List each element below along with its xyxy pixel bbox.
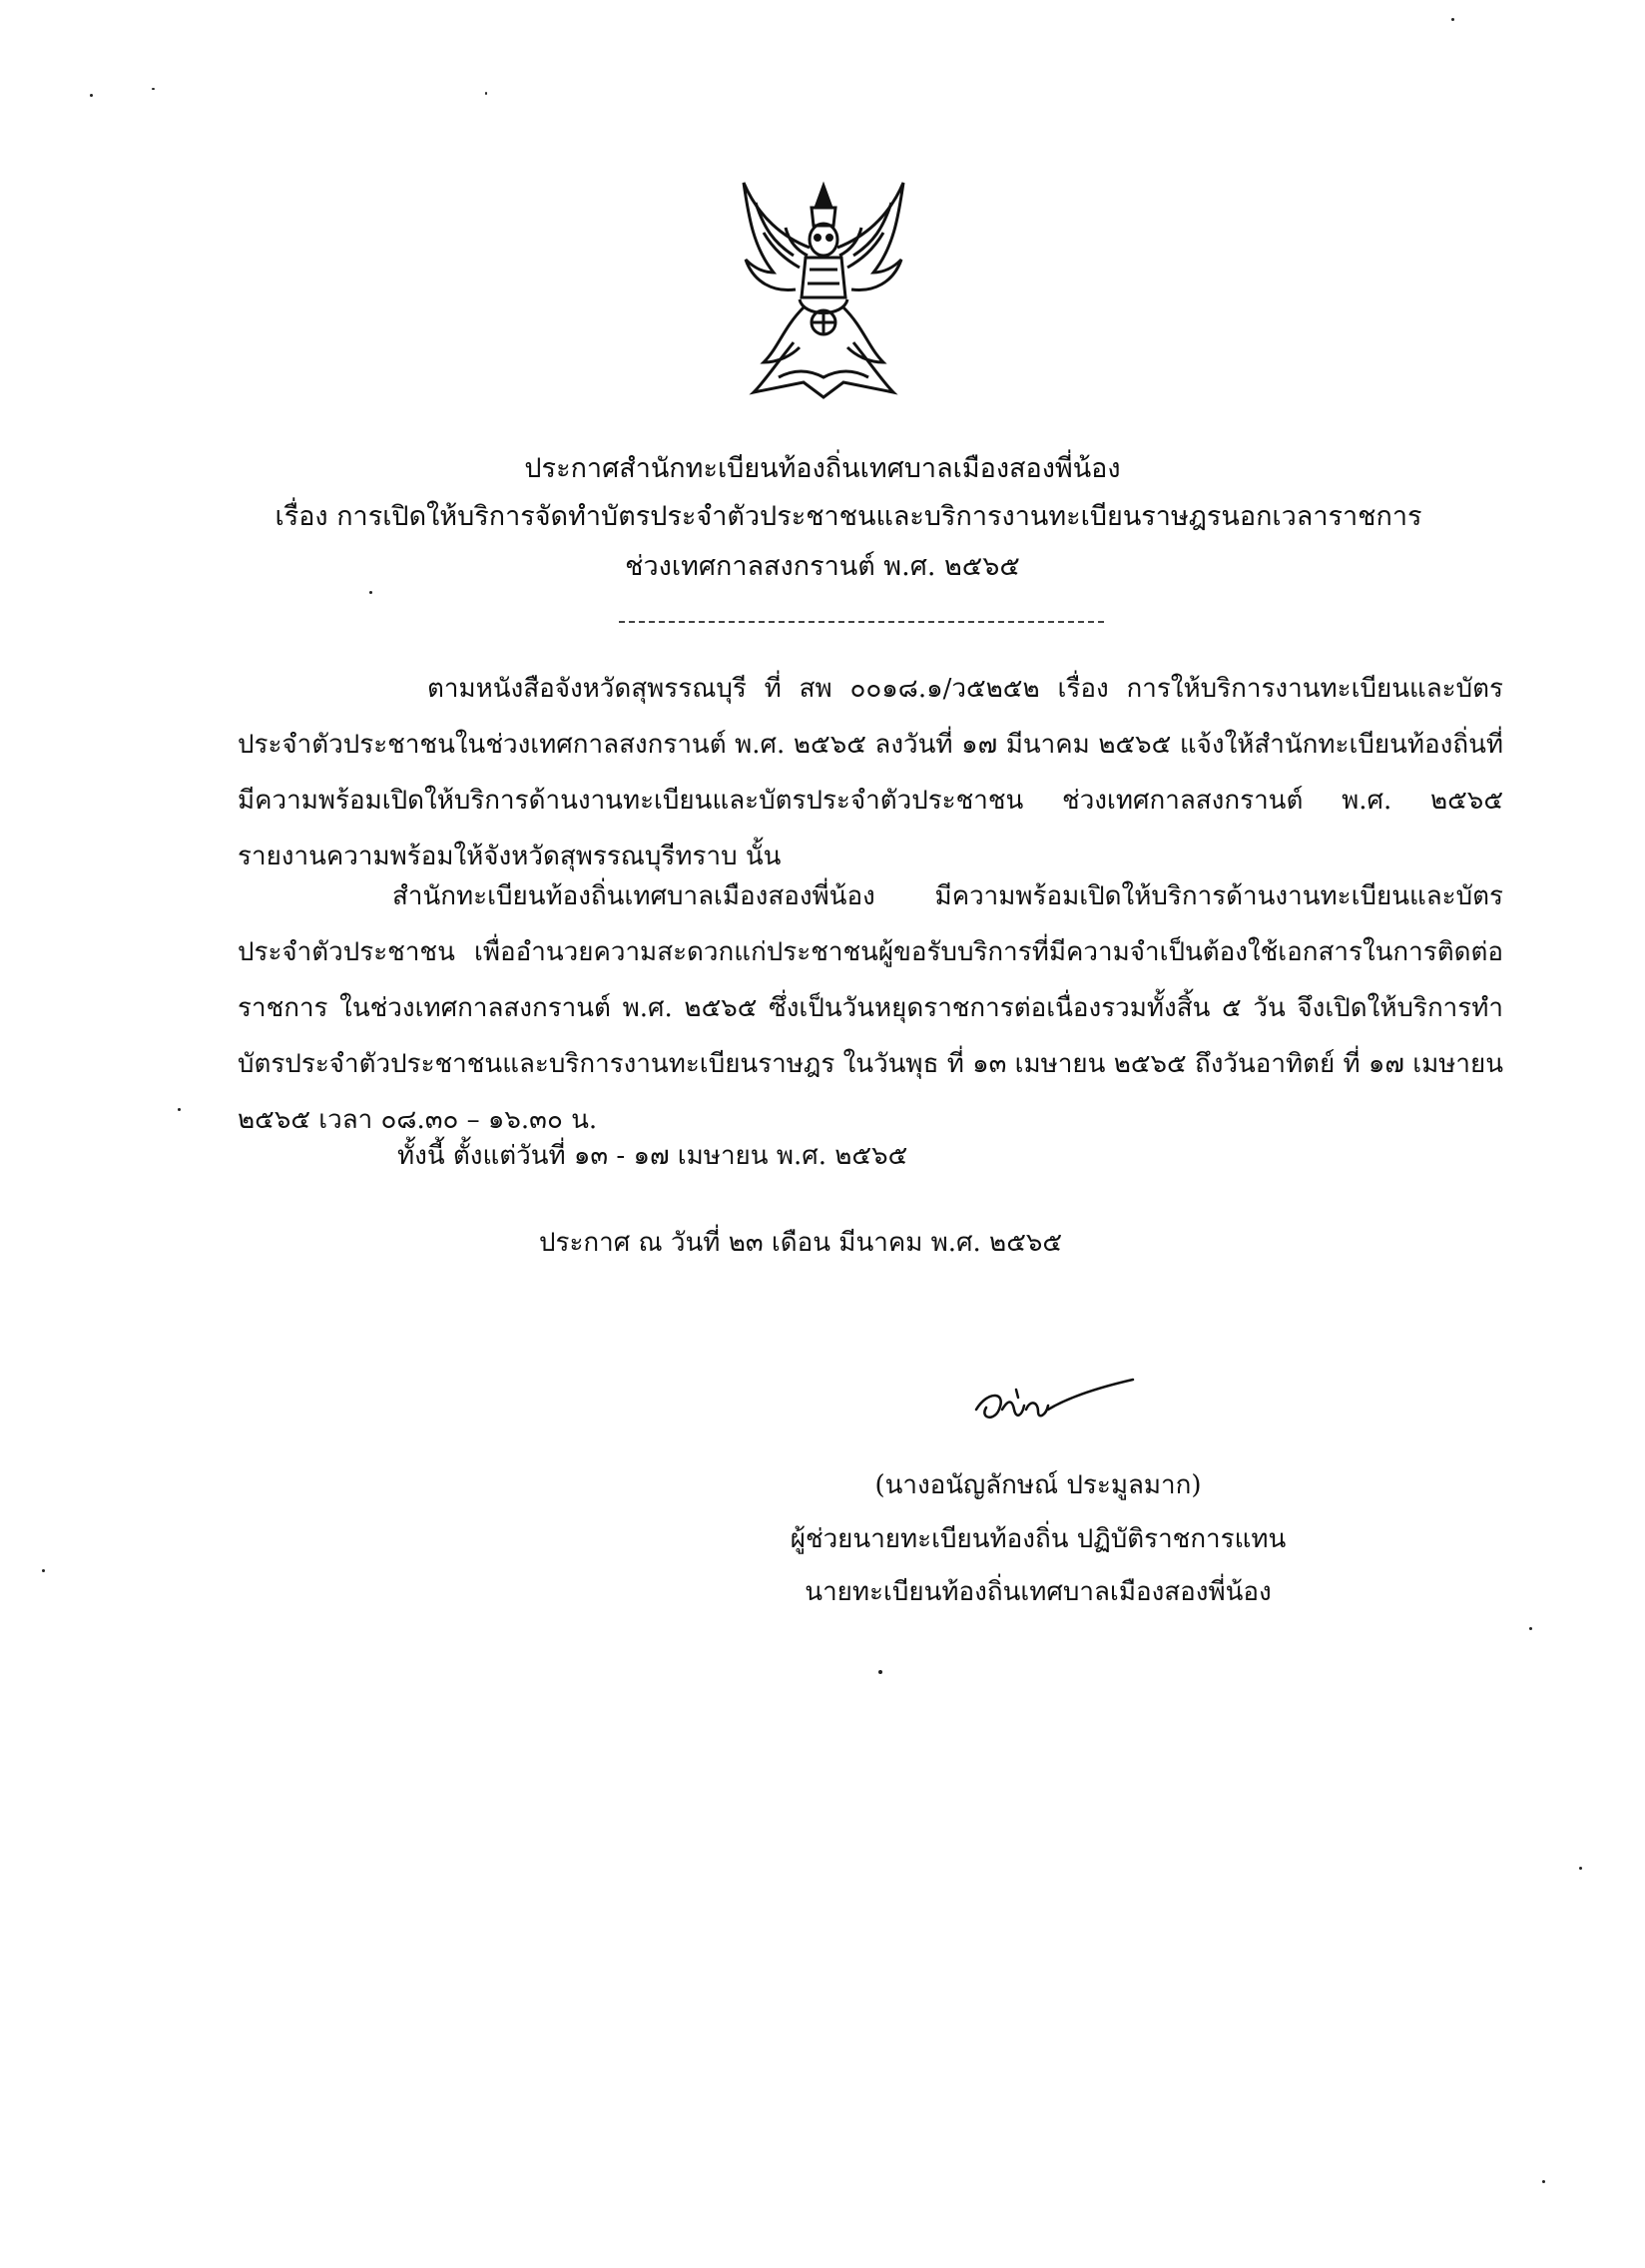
header-divider <box>619 621 1104 623</box>
scan-speck <box>152 88 155 90</box>
body-paragraph-2: สำนักทะเบียนท้องถิ่นเทศบาลเมืองสองพี่น้อง มีความพร้อมเปิดให้บริการด้านงานทะเบียนและบัตรประจำตัวประชาชน เพื่ออำนวยความสะดวกแก่ประชาชนผู้ขอรับบริการที่มีความจำเป็นต้องใช้เอกสารในการติดต่อราชการ ในช่วงเทศกาลสงกรานต์ พ.ศ. ๒๕๖๕ ซึ่งเป็นวันหยุดราชการต่อเนื่องรวมทั้งสิ้น ๕ วัน จึงเปิดให้บริการทำบัตรประจำตัวประชาชนและบริการงานทะเบียนราษฎร ในวันพุธ ที่ ๑๓ เมษายน ๒๕๖๕ ถึงวันอาทิตย์ ที่ ๑๗ เมษายน ๒๕๖๕ เวลา ๐๘.๓๐ – ๑๖.๓๐ น. <box>238 881 1503 1135</box>
scan-speck <box>485 92 487 95</box>
garuda-emblem-icon <box>734 178 913 402</box>
scan-speck <box>178 1108 181 1111</box>
signatory-title-1: ผู้ช่วยนายทะเบียนท้องถิ่น ปฏิบัติราชการแทน <box>790 1524 1287 1554</box>
announce-date: ประกาศ ณ วันที่ ๒๓ เดือน มีนาคม พ.ศ. ๒๕๖๕ <box>539 1228 1063 1258</box>
announcement-period: ช่วงเทศกาลสงกรานต์ พ.ศ. ๒๕๖๕ <box>625 551 1020 582</box>
scan-speck <box>90 94 93 97</box>
announcement-subject: เรื่อง การเปิดให้บริการจัดทำบัตรประจำตัวประชาชนและบริการงานทะเบียนราษฎรนอกเวลาราชการ <box>274 501 1422 532</box>
scan-speck <box>1579 1867 1582 1870</box>
signatory-name: (นางอนัญลักษณ์ ประมูลมาก) <box>874 1470 1202 1500</box>
handwritten-signature <box>968 1370 1138 1439</box>
scan-speck <box>369 591 372 594</box>
scan-speck <box>42 1569 45 1572</box>
announcement-title: ประกาศสำนักทะเบียนท้องถิ่นเทศบาลเมืองสองพี่น้อง <box>524 453 1121 484</box>
body-paragraph-1: ตามหนังสือจังหวัดสุพรรณบุรี ที่ สพ ๐๐๑๘.๑/ว๕๒๕๒ เรื่อง การให้บริการงานทะเบียนและบัตรประจำตัวประชาชนในช่วงเทศกาลสงกรานต์ พ.ศ. ๒๕๖๕ ลงวันที่ ๑๗ มีนาคม ๒๕๖๕ แจ้งให้สำนักทะเบียนท้องถิ่นที่มีความพร้อมเปิดให้บริการด้านงานทะเบียนและบัตรประจำตัวประชาชน ช่วงเทศกาลสงกรานต์ พ.ศ. ๒๕๖๕ รายงานความพร้อมให้จังหวัดสุพรรณบุรีทราบ นั้น <box>238 674 1503 871</box>
scan-speck <box>1529 1627 1532 1630</box>
scan-speck <box>878 1670 882 1674</box>
scan-speck <box>1451 18 1454 21</box>
scan-speck <box>1542 2180 1545 2183</box>
body-paragraph-3: ทั้งนี้ ตั้งแต่วันที่ ๑๓ - ๑๗ เมษายน พ.ศ. ๒๕๖๕ <box>397 1141 908 1171</box>
signatory-title-2: นายทะเบียนท้องถิ่นเทศบาลเมืองสองพี่น้อง <box>805 1577 1272 1607</box>
